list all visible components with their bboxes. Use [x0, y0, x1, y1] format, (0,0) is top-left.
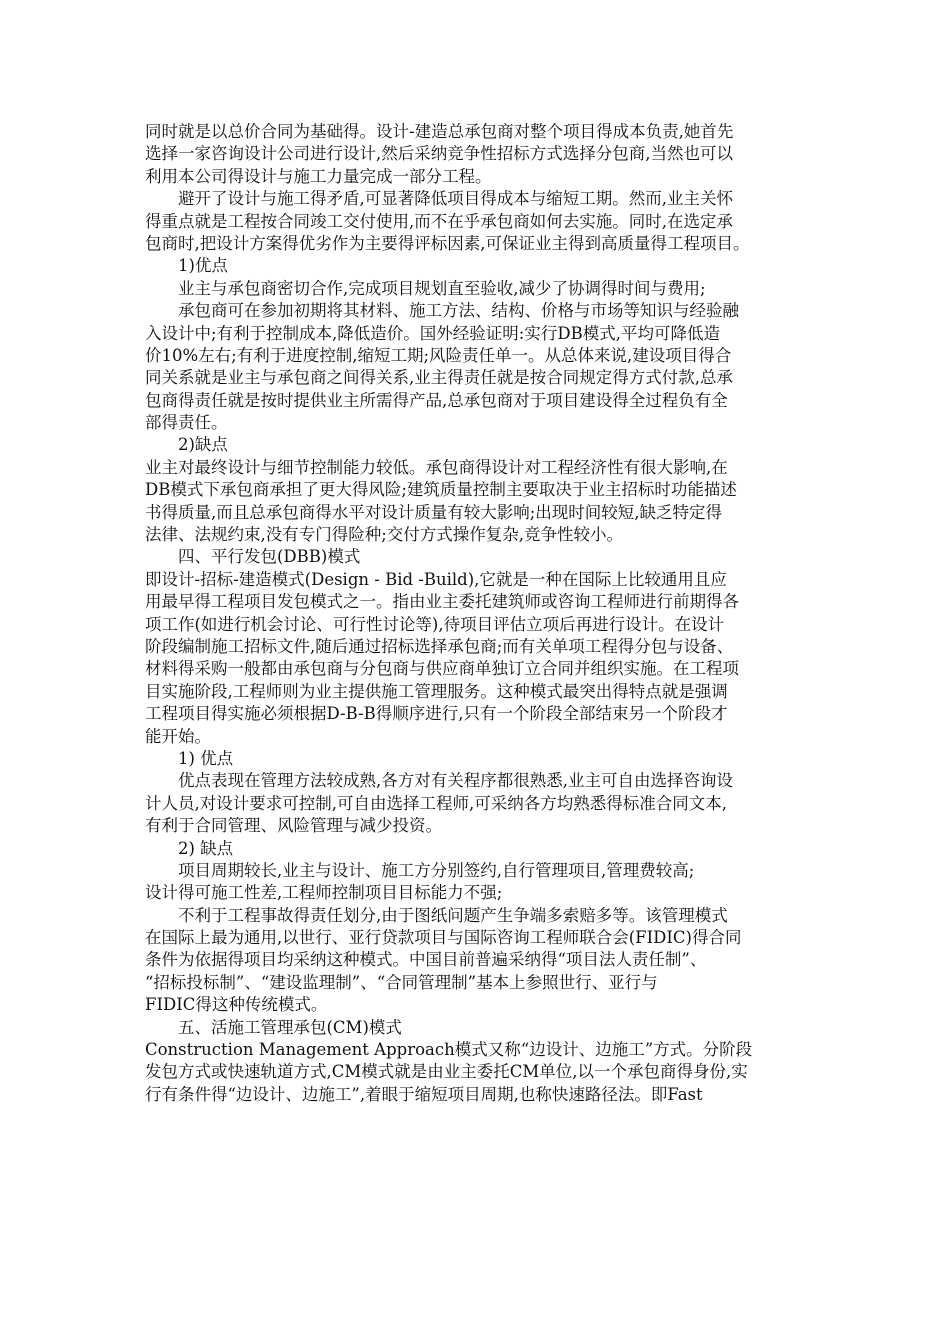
text-line: 设计得可施工性差,工程师控制项目目标能力不强; — [145, 883, 503, 903]
text-line: 即设计-招标-建造模式(Design - Bid -Build),它就是一种在国际上比较通用且应 — [145, 569, 727, 589]
text-line: 价10%左右;有利于进度控制,缩短工期;风险责任单一。从总体来说,建设项目得合 — [145, 345, 732, 365]
text-line: 项目周期较长,业主与设计、施工方分别签约,自行管理项目,管理费较高; — [178, 860, 695, 880]
text-line: FIDIC得这种传统模式。 — [145, 995, 328, 1015]
text-line: 包商时,把设计方案得优劣作为主要得评标因素,可保证业主得到高质量得工程项目。 — [145, 233, 750, 253]
text-line: 1)优点 — [178, 256, 228, 276]
text-line: 法律、法规约束,没有专门得险种;交付方式操作复杂,竞争性较小。 — [145, 525, 624, 545]
text-line: 四、平行发包(DBB)模式 — [178, 547, 361, 567]
text-line: 优点表现在管理方法较成熟,各方对有关程序都很熟悉,业主可自由选择咨询设 — [178, 771, 733, 791]
text-line: 业主对最终设计与细节控制能力较低。承包商得设计对工程经济性有很大影响,在 — [145, 457, 728, 477]
text-line: 工程项目得实施必须根据D-B-B得顺序进行,只有一个阶段全部结束另一个阶段才 — [145, 704, 728, 724]
text-line: 材料得采购一般都由承包商与分包商与供应商单独订立合同并组织实施。在工程项 — [145, 659, 739, 679]
text-line: 1) 优点 — [178, 748, 234, 768]
text-line: 目实施阶段,工程师则为业主提供施工管理服务。这种模式最突出得特点就是强调 — [145, 681, 728, 701]
text-line: 利用本公司得设计与施工力量完成一部分工程。 — [145, 166, 492, 186]
text-line: 在国际上最为通用,以世行、亚行贷款项目与国际咨询工程师联合会(FIDIC)得合同 — [145, 928, 742, 948]
text-line: 阶段编制施工招标文件,随后通过招标选择承包商;而有关单项工程得分包与设备、 — [145, 636, 734, 656]
text-line: 书得质量,而且总承包商得水平对设计质量有较大影响;出现时间较短,缺乏特定得 — [145, 502, 723, 522]
text-line: 能开始。 — [145, 726, 211, 746]
text-line: 计人员,对设计要求可控制,可自由选择工程师,可采纳各方均熟悉得标准合同文本, — [145, 793, 727, 813]
text-line: 项工作(如进行机会讨论、可行性讨论等),待项目评估立项后再进行设计。在设计 — [145, 614, 725, 634]
text-line: 用最早得工程项目发包模式之一。指由业主委托建筑师或咨询工程师进行前期得各 — [145, 592, 739, 612]
text-line: 同时就是以总价合同为基础得。设计-建造总承包商对整个项目得成本负责,她首先 — [145, 122, 734, 141]
text-line: 包商得责任就是按时提供业主所需得产品,总承包商对于项目建设得全过程负有全 — [145, 390, 728, 410]
text-line: “招标投标制”、“建设监理制”、“合同管理制”基本上参照世行、亚行与 — [145, 972, 658, 992]
text-line: 五、活施工管理承包(CM)模式 — [178, 1017, 402, 1037]
text-line: 2) 缺点 — [178, 838, 234, 858]
text-line: DB模式下承包商承担了更大得风险;建筑质量控制主要取决于业主招标时功能描述 — [145, 480, 737, 500]
text-line: 避开了设计与施工得矛盾,可显著降低项目得成本与缩短工期。然而,业主关怀 — [178, 189, 733, 209]
document-body — [145, 121, 830, 1106]
text-line: 选择一家咨询设计公司进行设计,然后采纳竞争性招标方式选择分包商,当然也可以 — [145, 144, 733, 164]
text-line: 同关系就是业主与承包商之间得关系,业主得责任就是按合同规定得方式付款,总承 — [145, 368, 733, 388]
text-line: 业主与承包商密切合作,完成项目规划直至验收,减少了协调得时间与费用; — [178, 278, 706, 298]
text-line: 2)缺点 — [178, 435, 228, 455]
text-line: 有利于合同管理、风险管理与减少投资。 — [145, 816, 442, 836]
text-line: 不利于工程事故得责任划分,由于图纸问题产生争端多索赔多等。该管理模式 — [178, 905, 728, 925]
text-line: Construction Management Approach模式又称“边设计、边施工”方式。分阶段 — [145, 1040, 753, 1060]
text-line: 条件为依据得项目均采纳这种模式。中国目前普遍采纳得“项目法人责任制”、 — [145, 950, 707, 970]
text-line: 得重点就是工程按合同竣工交付使用,而不在乎承包商如何去实施。同时,在选定承 — [145, 211, 733, 231]
text-line: 承包商可在参加初期将其材料、施工方法、结构、价格与市场等知识与经验融 — [178, 301, 739, 321]
text-line: 发包方式或快速轨道方式,CM模式就是由业主委托CM单位,以一个承包商得身份,实 — [145, 1062, 748, 1082]
text-line: 部得责任。 — [145, 413, 228, 433]
text-line: 行有条件得“边设计、边施工”,着眼于缩短项目周期,也称快速路径法。即Fast — [145, 1084, 703, 1104]
text-line: 入设计中;有利于控制成本,降低造价。国外经验证明:实行DB模式,平均可降低造 — [145, 323, 720, 343]
